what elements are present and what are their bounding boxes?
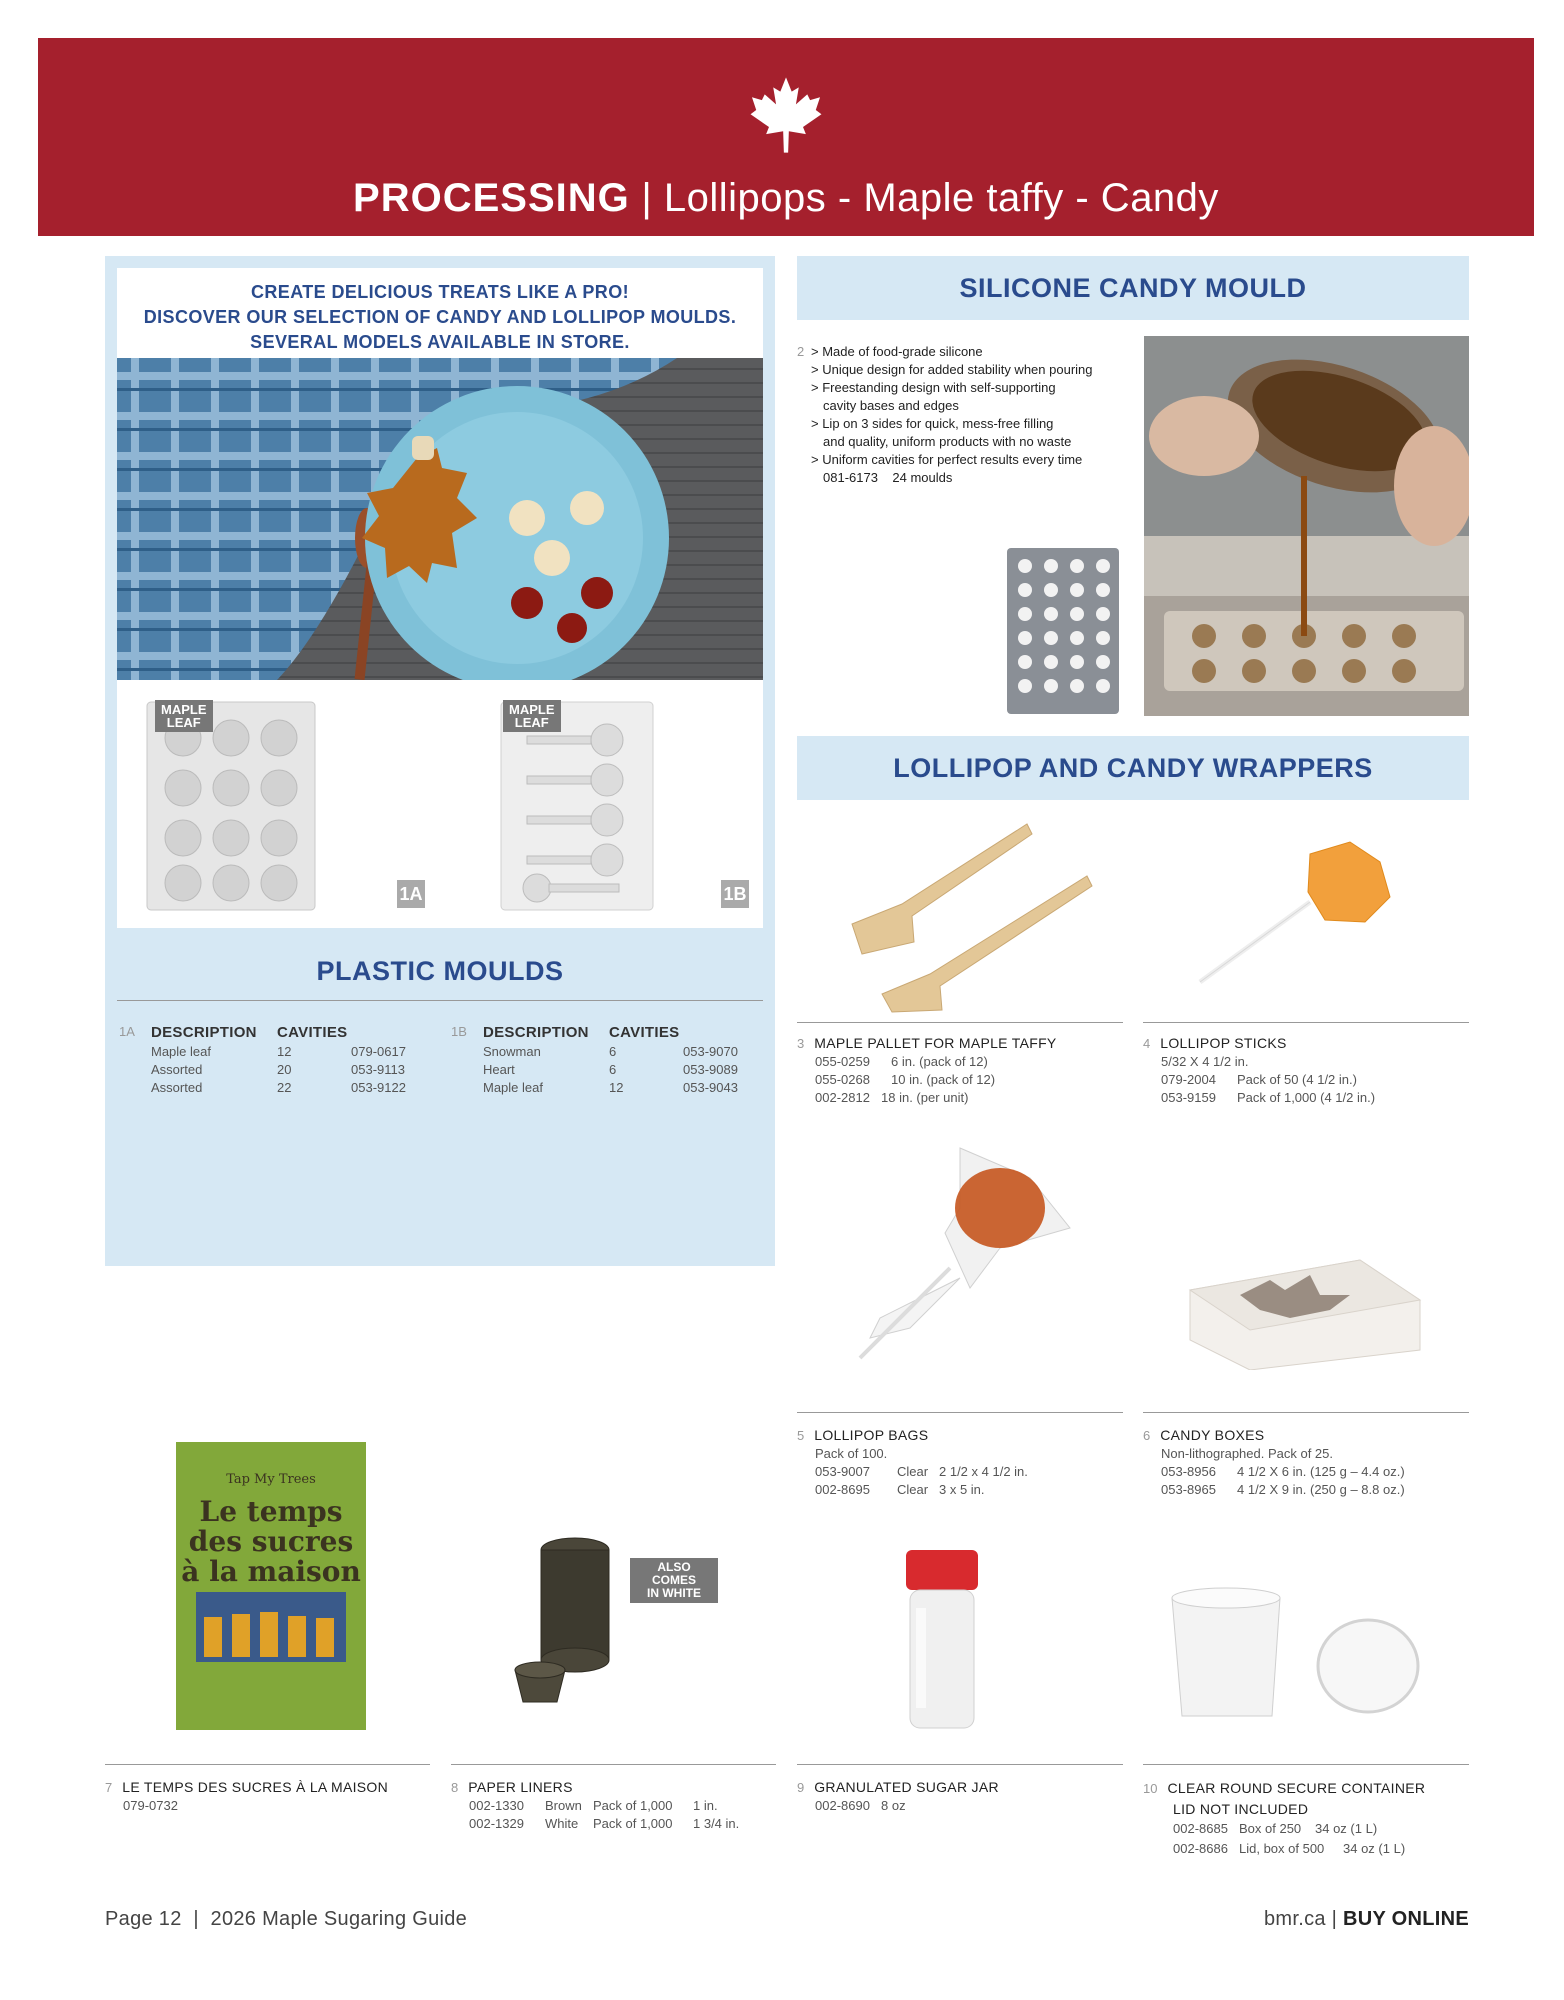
- pouring-syrup-photo: [1144, 336, 1469, 716]
- divider: [1143, 1022, 1469, 1023]
- lollipop-stick-image: [1190, 832, 1410, 992]
- product-candy-boxes: 6 CANDY BOXES Non-lithographed. Pack of 25. 053-8956 4 1/2 X 6 in. (125 g – 4.4 oz.) 053-8965 4 1/2 X 9 in. (250 g – 8.8 oz.): [1143, 1427, 1405, 1497]
- divider: [1143, 1764, 1469, 1765]
- book-cover-image: Tap My Trees Le temps des sucres à la maison: [176, 1442, 366, 1730]
- page-footer-left: Page 12 | 2026 Maple Sugaring Guide: [105, 1908, 468, 1930]
- round-container-image: [1168, 1586, 1428, 1726]
- buy-online-link[interactable]: BUY ONLINE: [1343, 1908, 1469, 1930]
- divider: [797, 1412, 1123, 1413]
- silicone-mould-image: [1005, 546, 1121, 716]
- table-row: Heart 6 053-9089: [483, 1062, 738, 1077]
- paper-liners-image: [505, 1530, 615, 1710]
- moulds-panel: [105, 256, 775, 1266]
- maple-treats-photo: [117, 358, 763, 680]
- product-book: 7 LE TEMPS DES SUCRES À LA MAISON 079-0732: [105, 1779, 389, 1813]
- divider: [797, 1764, 1123, 1765]
- table-row: Assorted 20 053-9113: [151, 1062, 405, 1077]
- syrup-bottles-illustration: [196, 1592, 346, 1662]
- plastic-moulds-photos: [117, 680, 763, 928]
- header-banner: [38, 38, 1534, 236]
- table-row: Snowman 6 053-9070: [483, 1044, 738, 1059]
- sugar-jar-image: [900, 1548, 984, 1732]
- promo-line: SEVERAL MODELS AVAILABLE IN STORE.: [250, 332, 630, 352]
- candy-box-image: [1180, 1240, 1430, 1370]
- table-row: Maple leaf 12 079-0617: [151, 1044, 406, 1059]
- item-1b-badge: 1B: [721, 880, 749, 908]
- promo-line: CREATE DELICIOUS TREATS LIKE A PRO!: [250, 282, 629, 302]
- maple-leaf-icon: [750, 76, 822, 154]
- divider: [1143, 1412, 1469, 1413]
- product-lollipop-bags: 5 LOLLIPOP BAGS Pack of 100. 053-9007 Clear 2 1/2 x 4 1/2 in. 002-8695 Clear 3 x 5 in.: [797, 1427, 1028, 1497]
- divider: [797, 1022, 1123, 1023]
- silicone-mould-heading: SILICONE CANDY MOULD: [797, 256, 1469, 320]
- maple-leaf-tag: MAPLE LEAF: [503, 700, 561, 732]
- silicone-mould-description: 2 > Made of food-grade silicone > Unique design for added stability when pouring > Freestanding design with self-supporting cavity bases and edges > Lip on 3 sides for quick, mess-free filling and quality, uniform products with no waste > Uniform cavities for perfect results every time 081-6173 24 moulds: [797, 344, 1093, 485]
- table-row: Assorted 22 053-9122: [151, 1080, 406, 1095]
- product-paper-liners: 8 PAPER LINERS 002-1330 Brown Pack of 1,000 1 in. 002-1329 White Pack of 1,000 1 3/4 in.: [451, 1779, 740, 1831]
- wrappers-heading: LOLLIPOP AND CANDY WRAPPERS: [797, 736, 1469, 800]
- product-maple-pallet: 3 MAPLE PALLET FOR MAPLE TAFFY 055-0259 6 in. (pack of 12) 055-0268 10 in. (pack of 12) 002-2812 18 in. (per unit): [797, 1035, 1057, 1105]
- promo-line: DISCOVER OUR SELECTION OF CANDY AND LOLLIPOP MOULDS.: [143, 307, 737, 327]
- page-title: PROCESSING | Lollipops - Maple taffy - Candy: [353, 176, 1219, 220]
- also-comes-in-white-tag: ALSO COMES IN WHITE: [630, 1558, 718, 1603]
- lollipop-bag-image: [850, 1138, 1090, 1368]
- plastic-moulds-table-1a: 1A DESCRIPTION CAVITIES Maple leaf 12 079-0617 Assorted 20 053-9113 Assorted 22 053-9122: [119, 1024, 439, 1098]
- plastic-moulds-heading: PLASTIC MOULDS: [316, 956, 564, 986]
- maple-leaf-tag: MAPLE LEAF: [155, 700, 213, 732]
- plastic-moulds-table-1b: 1B DESCRIPTION CAVITIES Snowman 6 053-9070 Heart 6 053-9089 Maple leaf 12 053-9043: [451, 1024, 771, 1098]
- divider: [451, 1764, 776, 1765]
- divider: [117, 1000, 763, 1001]
- maple-pallet-image: [842, 814, 1102, 1014]
- item-1a-badge: 1A: [397, 880, 425, 908]
- table-row: Maple leaf 12 053-9043: [483, 1080, 738, 1095]
- promo-box: [117, 268, 763, 358]
- product-lollipop-sticks: 4 LOLLIPOP STICKS 5/32 X 4 1/2 in. 079-2004 Pack of 50 (4 1/2 in.) 053-9159 Pack of 1,000 (4 1/2 in.): [1143, 1035, 1376, 1105]
- divider: [105, 1764, 430, 1765]
- product-sugar-jar: 9 GRANULATED SUGAR JAR 002-8690 8 oz: [797, 1779, 999, 1813]
- page-footer-right: bmr.ca | BUY ONLINE: [1263, 1908, 1469, 1930]
- product-round-container: 10 CLEAR ROUND SECURE CONTAINER LID NOT INCLUDED 002-8685 Box of 250 34 oz (1 L) 002-8686 Lid, box of 500 34 oz (1 L): [1143, 1780, 1426, 1856]
